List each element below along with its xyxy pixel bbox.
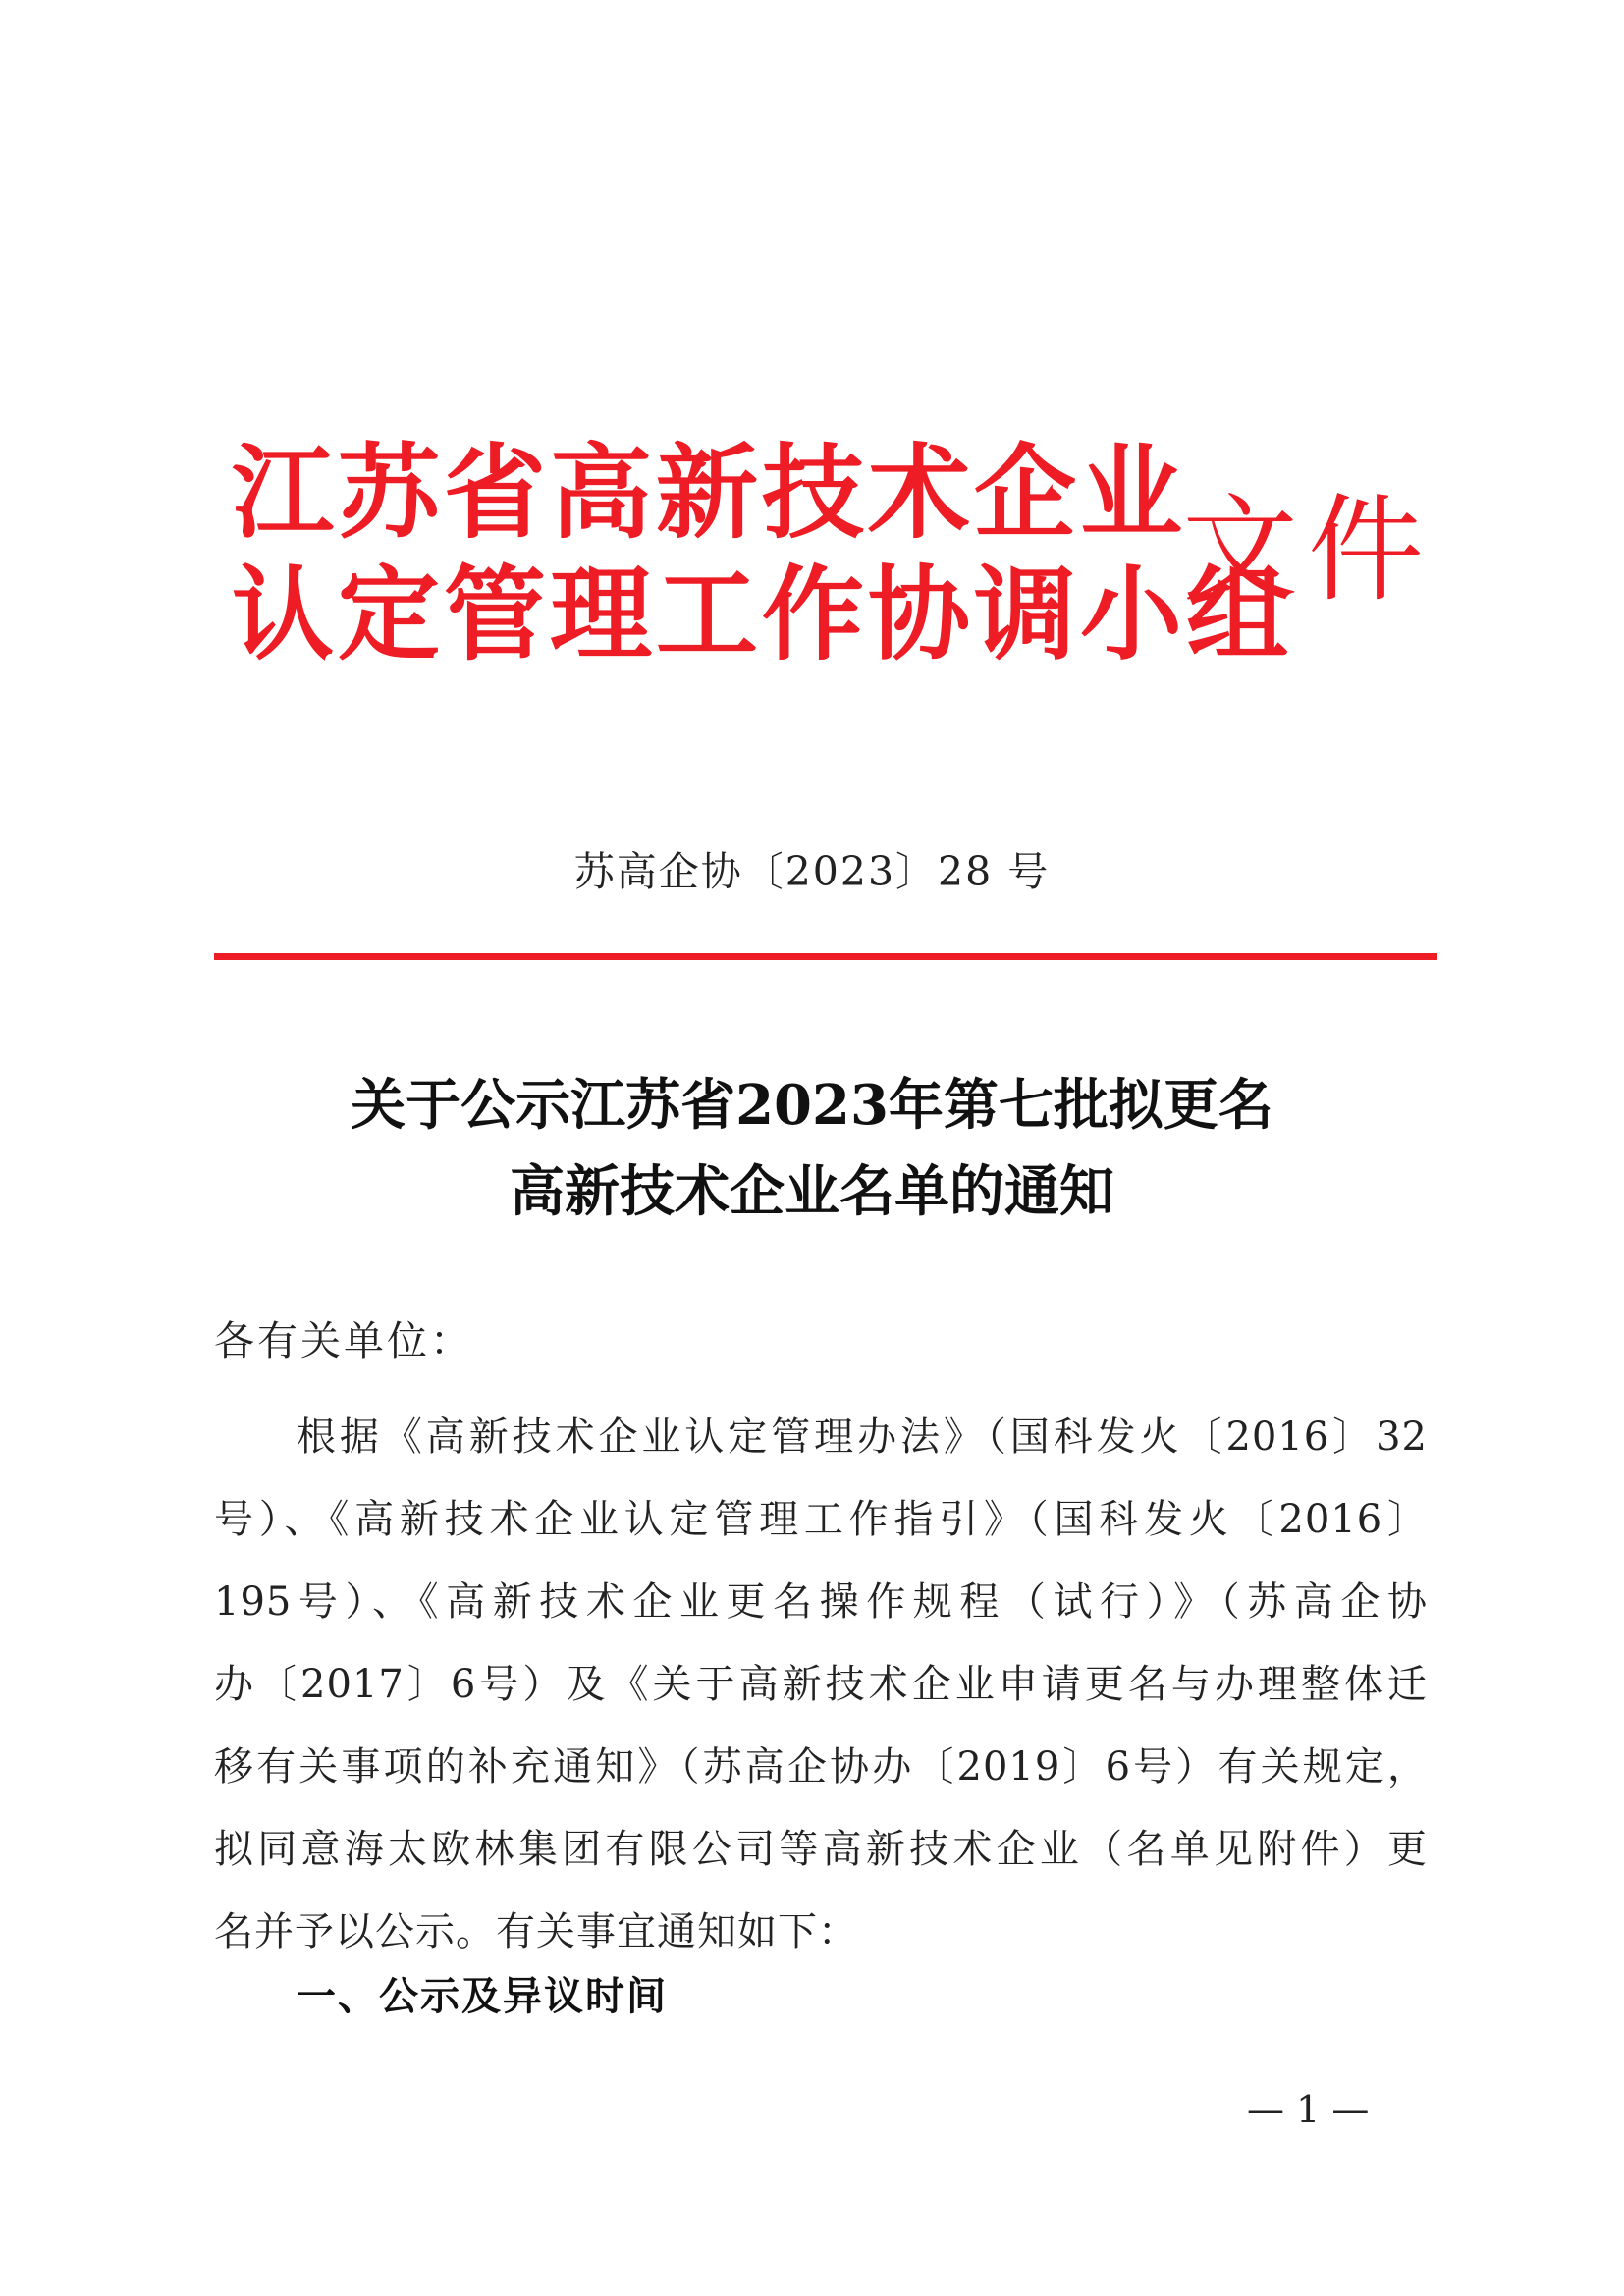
page-number: — 1 — [1247,2088,1370,2131]
document-number: 苏高企协〔2023〕28 号 [573,848,1051,895]
issuer-name-line-1: 江苏省高新技术企业 [232,433,1187,553]
salutation: 各有关单位： [214,1317,473,1364]
issuer-name-line-2: 认定管理工作协调小组 [232,555,1293,674]
body-line: 办〔2017〕6号）及《关于高新技术企业申请更名与办理整体迁 [214,1662,1428,1707]
document-title [0,1062,1624,1235]
issuer-name [232,432,1293,675]
body-line: 号）、《高新技术企业认定管理工作指引》（国科发火〔2016〕 [214,1497,1428,1542]
body-line: 移有关事项的补充通知》（苏高企协办〔2019〕6号）有关规定， [214,1744,1428,1789]
issuer-header [232,432,1435,687]
body-paragraph [214,1396,1428,1973]
body-line: 根据《高新技术企业认定管理办法》（国科发火〔2016〕32 [297,1415,1428,1460]
document-title-line-1: 关于公示江苏省2023年第七批拟更名 [351,1073,1273,1138]
issuer-suffix: 文件 [1182,482,1435,617]
body-line: 拟同意海太欧林集团有限公司等高新技术企业（名单见附件）更 [214,1827,1428,1872]
red-divider-line [214,953,1437,960]
document-title-line-2: 高新技术企业名单的通知 [510,1159,1114,1224]
body-line: 名并予以公示。有关事宜通知如下： [214,1909,858,1954]
section-heading: 一、公示及异议时间 [297,1974,668,2019]
body-line: 195号）、《高新技术企业更名操作规程（试行）》（苏高企协 [214,1579,1428,1625]
